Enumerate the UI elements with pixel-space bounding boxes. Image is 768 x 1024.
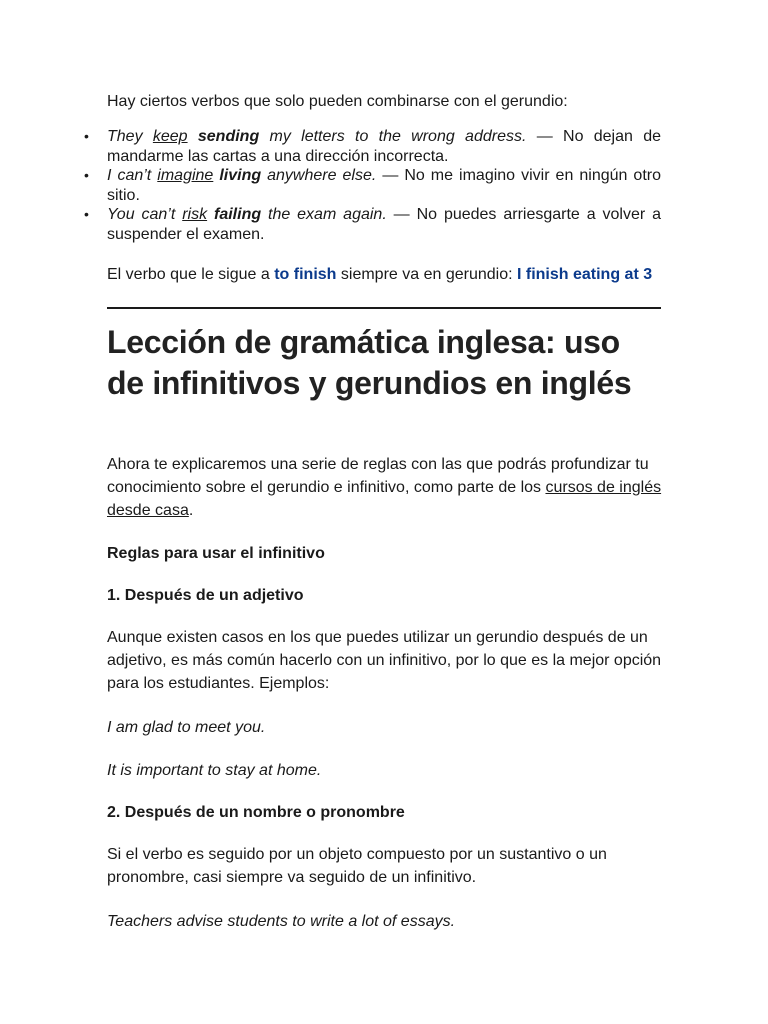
verb-word: risk [182,206,208,223]
rule1-example-1: I am glad to meet you. [107,719,266,736]
example-sentence: You can’t risk failing the exam again. [107,206,387,223]
rule1-example-2: It is important to stay at home. [107,762,322,779]
rule1-paragraph: Aunque existen casos en los que puedes utilizar un gerundio después de un adjetivo, es más común hacerlo con un infinitivo, por lo que es la mejor opción para los estudiantes. Ejemplos: [107,629,662,692]
list-item [107,205,661,244]
example-translation: — No dejan de mandarme las cartas a una dirección incorrecta. [107,128,661,165]
example-translation: — No puedes arriesgarte a volver a suspender el examen. [107,206,662,243]
list-item [107,166,661,205]
example-link[interactable]: I finish eating at 3 [516,266,653,283]
intro-paragraph: Ahora te explicaremos una serie de reglas con las que podrás profundizar tu conocimiento sobre el gerundio e infinitivo, como parte de los cursos de inglés desde casa. [107,456,662,519]
gerund-word: living [219,167,262,184]
rule2-example-1: Teachers advise students to write a lot of essays. [107,913,456,930]
rule1-heading: 1. Después de un adjetivo [107,587,304,604]
gerund-examples-list [107,127,661,244]
intro-text: Hay ciertos verbos que solo pueden combinarse con el gerundio: [107,93,568,110]
rules-heading: Reglas para usar el infinitivo [107,545,325,562]
finish-rule-text: El verbo que le sigue a to finish siempre va en gerundio: I finish eating at 3 [107,266,653,283]
verb-word: imagine [157,167,214,184]
rule2-heading: 2. Después de un nombre o pronombre [107,804,405,821]
section-divider [107,307,661,309]
gerund-word: failing [214,206,262,223]
courses-link[interactable]: cursos de inglés desde casa [107,479,662,519]
example-sentence: They keep sending my letters to the wrong address. [107,128,527,145]
example-sentence: I can’t imagine living anywhere else. [107,167,377,184]
page-title: Lección de gramática inglesa: uso de infinitivos y gerundios en inglés [107,324,632,401]
to-finish-link[interactable]: to finish [274,266,337,283]
rule2-paragraph: Si el verbo es seguido por un objeto compuesto por un sustantivo o un pronombre, casi siempre va seguido de un infinitivo. [107,846,607,886]
example-translation: — No me imagino vivir en ningún otro sitio. [107,167,661,204]
list-item [107,127,661,166]
gerund-word: sending [197,128,260,145]
verb-word: keep [152,128,188,145]
